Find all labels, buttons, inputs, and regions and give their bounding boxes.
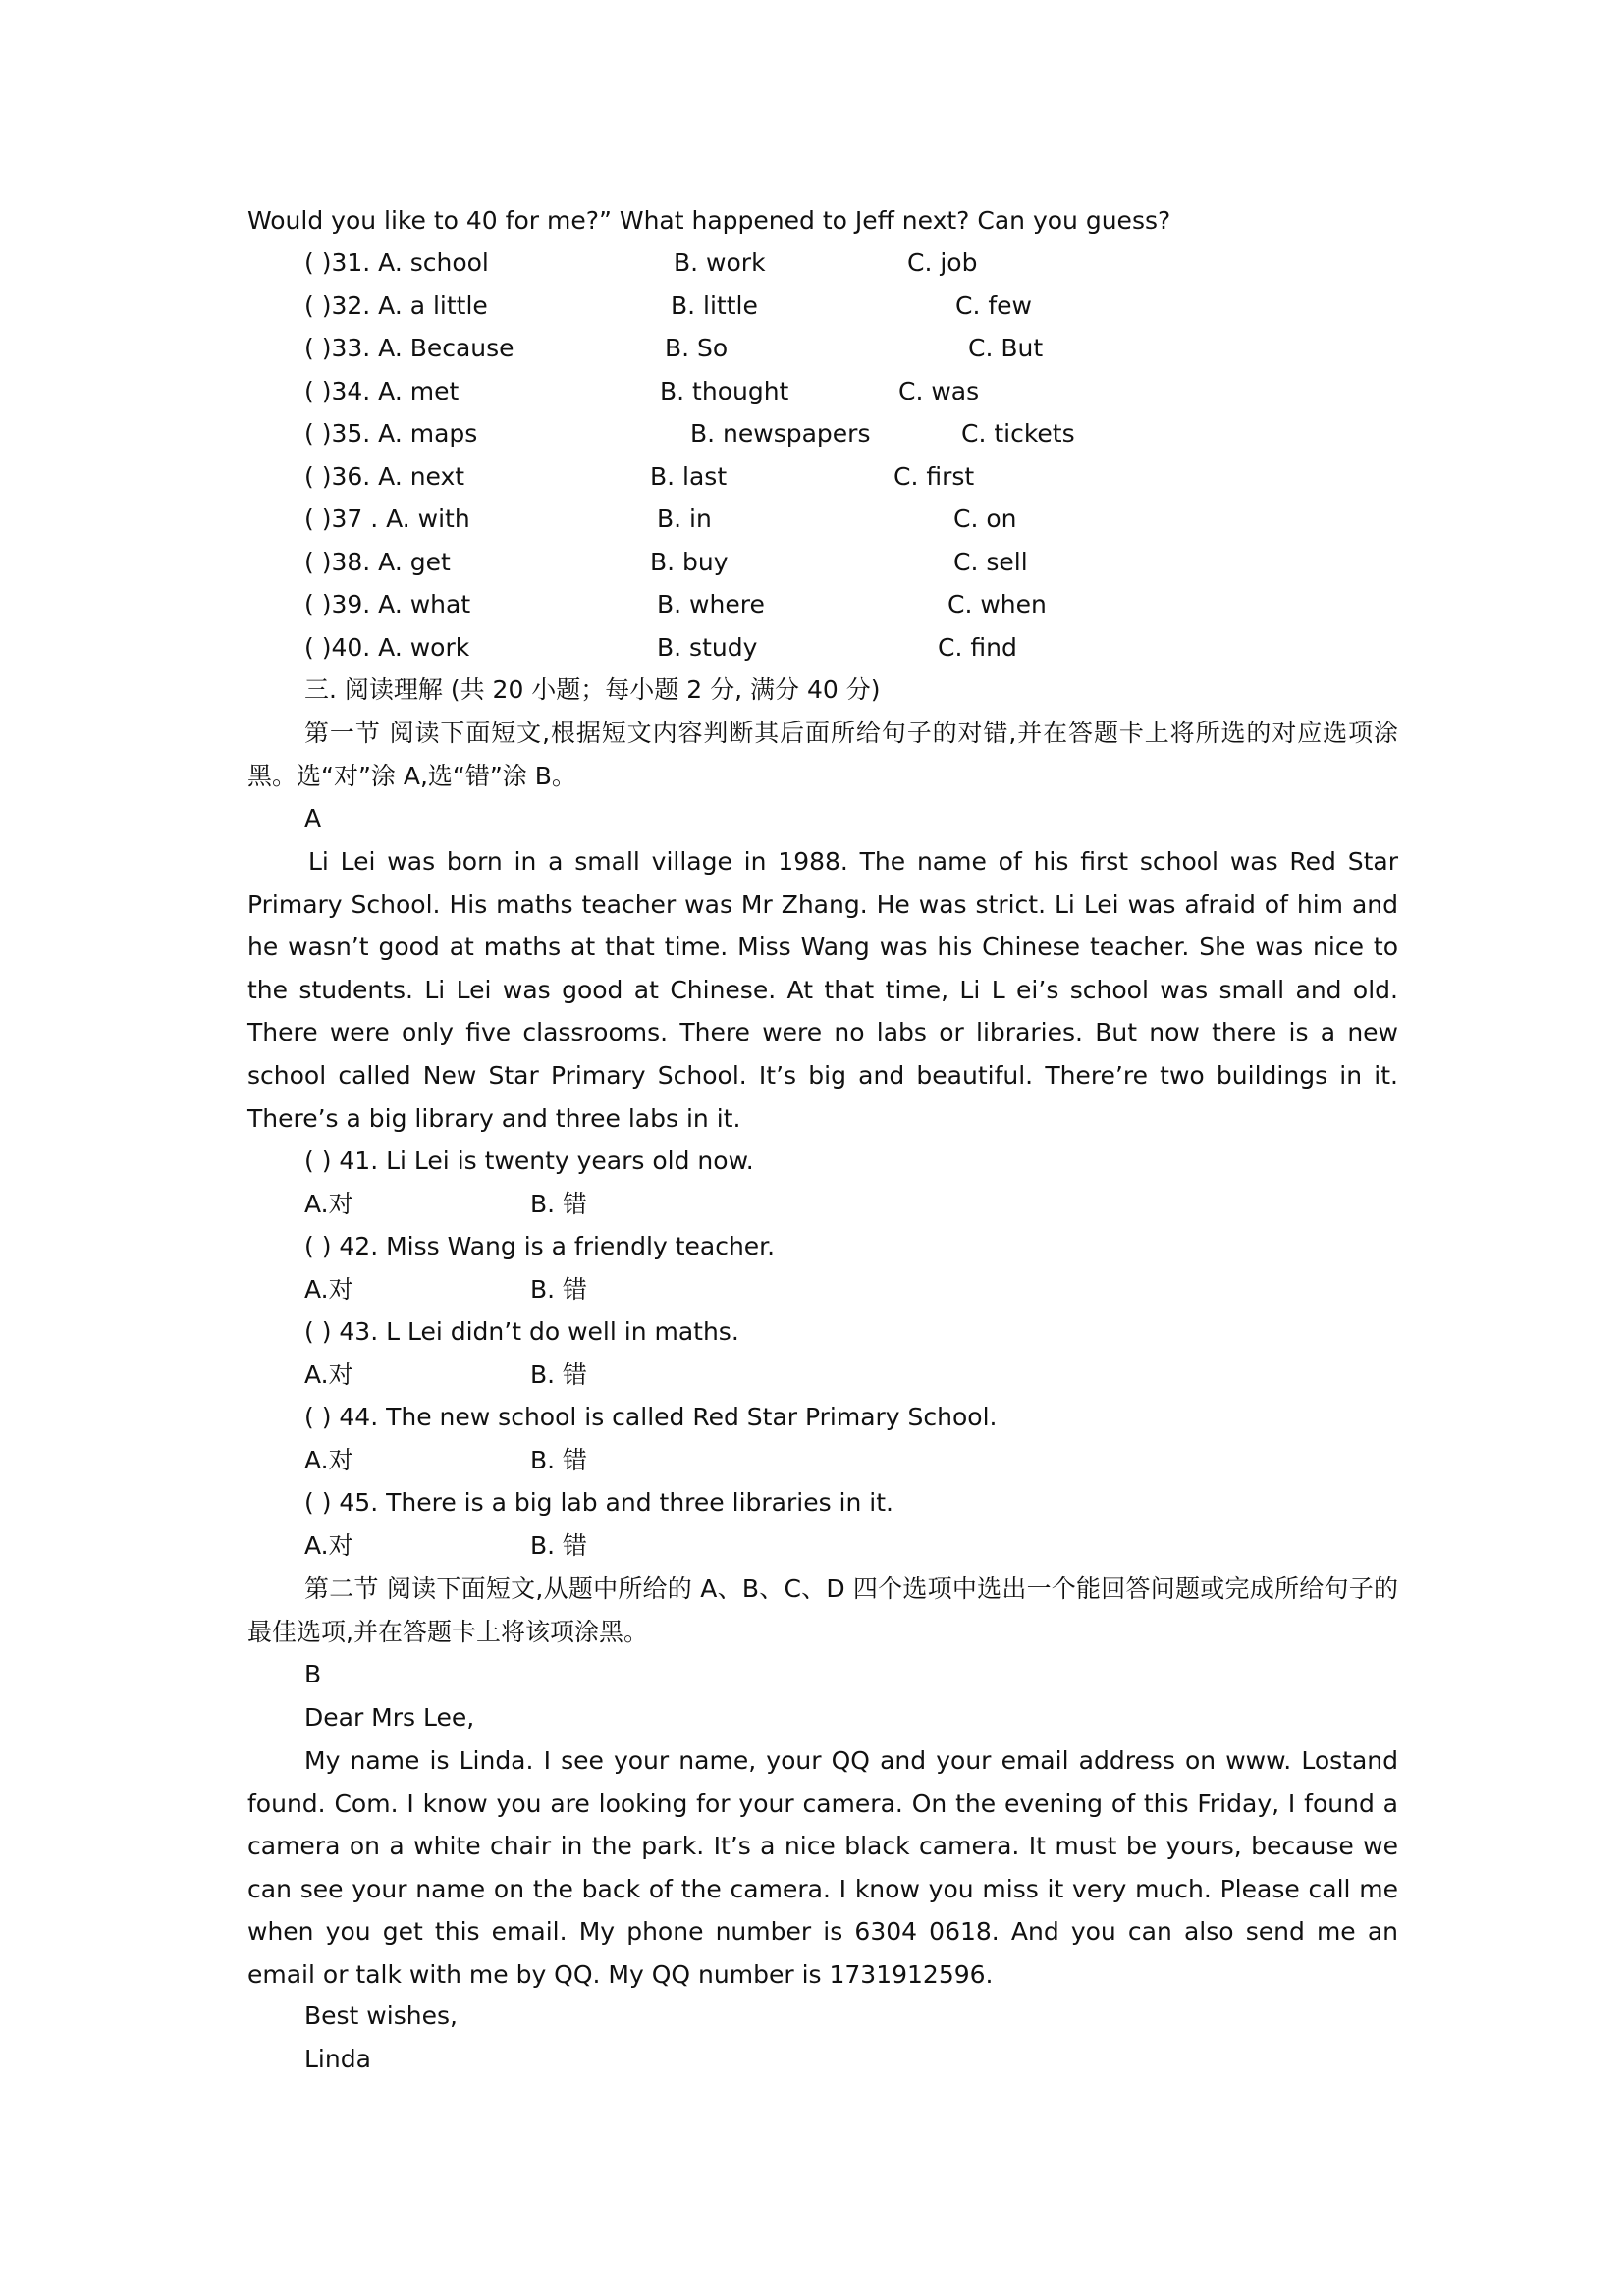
- mc-option-c: C. But: [968, 334, 1044, 362]
- part2-instruction: 第二节 阅读下面短文,从题中所给的 A、B、C、D 四个选项中选出一个能回答问题或完成所给句子的最佳选项,并在答题卡上将该项涂黑。: [247, 1575, 1398, 1646]
- mc-option-b: B. where: [657, 590, 765, 618]
- mc-option-a: ( )33. A. Because: [304, 334, 514, 362]
- tf-option-true: A.对: [304, 1531, 353, 1560]
- tf-option-true: A.对: [304, 1275, 353, 1304]
- mc-option-a: ( )34. A. met: [304, 377, 460, 405]
- part1-instruction: 第一节 阅读下面短文,根据短文内容判断其后面所给句子的对错,并在答题卡上将所选的对应选项涂黑。选“对”涂 A,选“错”涂 B。: [247, 719, 1398, 790]
- mc-option-a: ( )31. A. school: [304, 248, 489, 277]
- mc-option-b: B. work: [674, 248, 766, 277]
- passage-a-text: Li Lei was born in a small village in 1988. The name of his first school was Red Star Primary School. His maths teacher was Mr Zhang. He was strict. Li Lei was afraid of him and he wasn’t good at maths at that time. Miss Wang was his Chinese teacher. She was nice to the students. Li Lei was good at Chinese. At that time, Li L ei’s school was small and old. There were only five classrooms. There were no labs or libraries. But now there is a new school called New Star Primary School. It’s big and beautiful. There’re two buildings in it. There’s a big library and three labs in it.: [247, 847, 1398, 1133]
- mc-option-b: B. study: [657, 633, 758, 662]
- mc-option-a: ( )37 . A. with: [304, 505, 470, 533]
- mc-option-a: ( )35. A. maps: [304, 419, 478, 448]
- mc-option-a: ( )36. A. next: [304, 462, 465, 491]
- mc-option-b: B. So: [665, 334, 729, 362]
- mc-option-c: C. first: [893, 462, 975, 491]
- tf-question-text: ( ) 43. L Lei didn’t do well in maths.: [304, 1317, 739, 1346]
- tf-option-true: A.对: [304, 1190, 353, 1218]
- passage-a-label: A: [304, 804, 322, 832]
- tf-question-text: ( ) 41. Li Lei is twenty years old now.: [304, 1147, 754, 1175]
- letter-signature: Linda: [304, 2045, 371, 2073]
- tf-question-text: ( ) 45. There is a big lab and three libraries in it.: [304, 1488, 893, 1517]
- mc-option-b: B. last: [650, 462, 728, 491]
- tf-option-false: B. 错: [530, 1361, 588, 1389]
- letter-greeting: Dear Mrs Lee,: [304, 1703, 475, 1732]
- mc-option-c: C. few: [955, 292, 1032, 320]
- tf-option-false: B. 错: [530, 1190, 588, 1218]
- mc-option-a: ( )39. A. what: [304, 590, 471, 618]
- tf-option-true: A.对: [304, 1361, 353, 1389]
- mc-option-c: C. when: [947, 590, 1047, 618]
- section-heading: 三. 阅读理解 (共 20 小题；每小题 2 分, 满分 40 分): [304, 675, 881, 704]
- mc-option-c: C. on: [953, 505, 1017, 533]
- passage-b-label: B: [304, 1660, 322, 1688]
- tf-question-text: ( ) 42. Miss Wang is a friendly teacher.: [304, 1232, 776, 1260]
- mc-option-a: ( )40. A. work: [304, 633, 470, 662]
- mc-option-c: C. tickets: [961, 419, 1075, 448]
- mc-option-b: B. newspapers: [690, 419, 871, 448]
- tf-option-false: B. 错: [530, 1275, 588, 1304]
- mc-option-c: C. find: [938, 633, 1017, 662]
- cloze-tail-line: Would you like to 40 for me?” What happened to Jeff next? Can you guess?: [247, 206, 1171, 235]
- letter-closing: Best wishes,: [304, 2002, 458, 2030]
- tf-option-false: B. 错: [530, 1446, 588, 1474]
- mc-option-a: ( )32. A. a little: [304, 292, 488, 320]
- mc-option-b: B. little: [671, 292, 758, 320]
- mc-option-b: B. thought: [660, 377, 789, 405]
- mc-option-c: C. job: [907, 248, 978, 277]
- letter-body: My name is Linda. I see your name, your QQ and your email address on www. Lostand found. Com. I know you are looking for your camera. On the evening of this Friday, I found a camera on a white chair in the park. It’s a nice black camera. It must be yours, because we can see your name on the back of the camera. I know you miss it very much. Please call me when you get this email. My phone number is 6304 0618. And you can also send me an email or talk with me by QQ. My QQ number is 1731912596.: [247, 1746, 1398, 1989]
- tf-option-true: A.对: [304, 1446, 353, 1474]
- mc-option-b: B. buy: [650, 548, 729, 576]
- tf-question-text: ( ) 44. The new school is called Red Star Primary School.: [304, 1403, 998, 1431]
- tf-option-false: B. 错: [530, 1531, 588, 1560]
- mc-option-a: ( )38. A. get: [304, 548, 451, 576]
- mc-option-b: B. in: [657, 505, 712, 533]
- mc-option-c: C. sell: [953, 548, 1028, 576]
- mc-option-c: C. was: [898, 377, 980, 405]
